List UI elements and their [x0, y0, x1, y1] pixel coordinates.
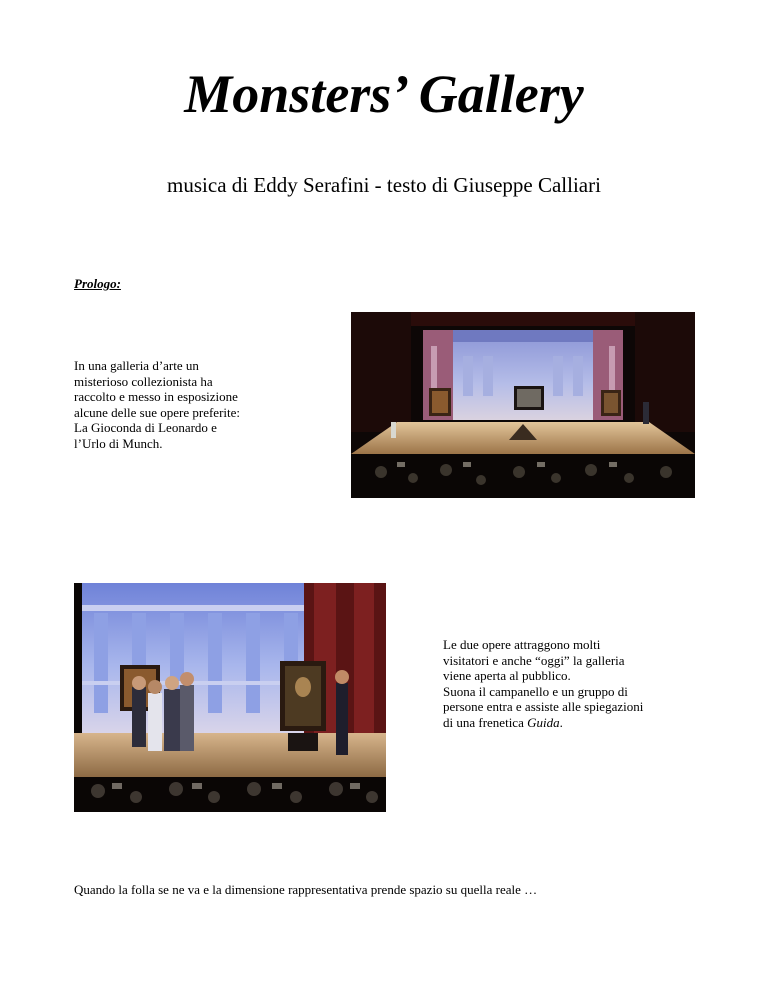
paragraph-line-punct: . [559, 714, 563, 730]
document-title: Monsters’ Gallery [184, 64, 584, 124]
paragraph-line: raccolto e messo in esposizione [74, 389, 238, 404]
paragraph-line: visitatori e anche “oggi” la galleria [443, 652, 625, 668]
paragraph-line: misterioso collezionista ha [74, 373, 213, 389]
section-heading-prologo: Prologo: [74, 276, 121, 291]
paragraph-line: l’Urlo di Munch. [74, 435, 163, 451]
stage-photo-wide-illustration [351, 312, 695, 498]
stage-photo-closeup [74, 583, 386, 812]
paragraph-closing: Quando la folla se ne va e la dimensione rappresentativa prende spazio su quella reale … [74, 882, 538, 897]
paragraph-intro [74, 358, 314, 451]
stage-photo-closeup-illustration [74, 583, 386, 812]
paragraph-line [443, 715, 733, 731]
paragraph-line: alcune delle sue opere preferite: [74, 404, 241, 420]
paragraph-line: persone entra e assiste alle spiegazioni [443, 699, 644, 714]
paragraph-line: Suona il campanello e un gruppo di [443, 683, 628, 699]
paragraph-line: La Gioconda di Leonardo e [74, 420, 217, 435]
guida-emphasis: Guida [527, 714, 560, 730]
paragraph-line: In una galleria d’arte un [74, 358, 199, 373]
stage-photo-wide [351, 312, 695, 498]
paragraph-line-text: di una frenetica [443, 714, 528, 730]
paragraph-visitors [443, 637, 733, 730]
paragraph-line: viene aperta al pubblico. [443, 668, 571, 683]
paragraph-line: Le due opere attraggono molti [443, 637, 601, 652]
document-subtitle: musica di Eddy Serafini - testo di Giuseppe Calliari [167, 173, 601, 197]
